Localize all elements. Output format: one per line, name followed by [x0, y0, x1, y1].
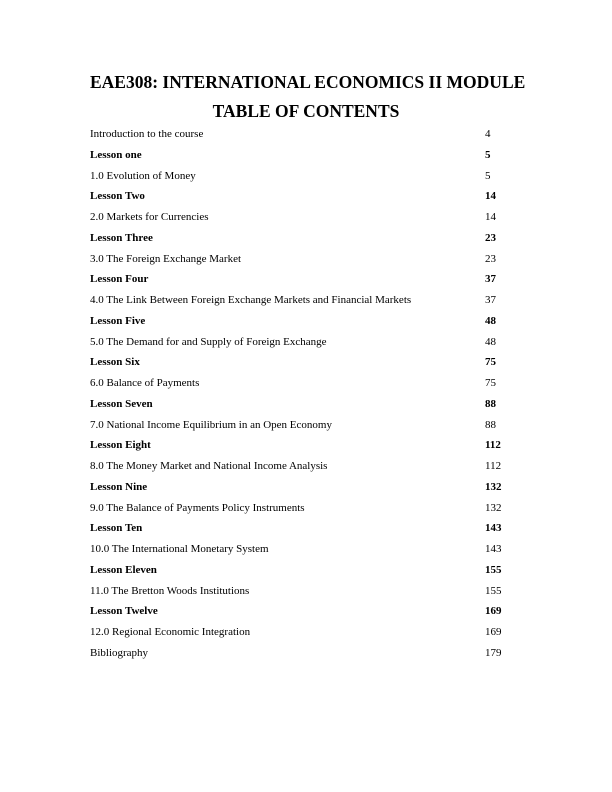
toc-entry: [90, 456, 510, 477]
toc-entry-title: 1.0 Evolution of Money: [90, 169, 196, 182]
toc-lesson-heading: [90, 394, 510, 415]
toc-page-number: 169: [485, 605, 502, 618]
toc-entry-title: Lesson one: [90, 148, 142, 161]
toc-entry-title: 5.0 The Demand for and Supply of Foreign Exchange: [90, 335, 327, 348]
toc-entry: [90, 539, 510, 560]
toc-entry: [90, 622, 510, 643]
toc-page-number: 132: [485, 501, 502, 514]
toc-entry-title: Bibliography: [90, 646, 149, 659]
toc-page-number: 48: [485, 335, 496, 348]
toc-lesson-heading: [90, 435, 510, 456]
toc-page-number: 5: [485, 169, 491, 182]
toc-page-number: 179: [485, 646, 502, 659]
toc-page-number: 75: [485, 356, 496, 369]
toc-entry: [90, 332, 510, 353]
toc-entry-title: Lesson Seven: [90, 397, 153, 410]
toc-entry-title: 8.0 The Money Market and National Income Analysis: [90, 460, 328, 472]
toc-entry: [90, 249, 510, 270]
toc-entry: [90, 581, 510, 602]
toc-entry: [90, 290, 510, 311]
toc-page-number: 37: [485, 273, 496, 286]
toc-entry: [90, 415, 510, 436]
toc-page-number: 75: [485, 377, 496, 389]
toc-lesson-heading: [90, 186, 510, 207]
toc-entry-title: Lesson Four: [90, 273, 149, 286]
toc-lesson-heading: [90, 228, 510, 249]
toc-entry-title: 7.0 National Income Equilibrium in an Open Economy: [90, 418, 332, 431]
toc-page-number: 23: [485, 252, 496, 265]
toc-page-number: 14: [485, 190, 496, 203]
toc-title: TABLE OF CONTENTS: [212, 101, 400, 121]
toc-page-number: 112: [485, 439, 501, 452]
toc-page-number: 5: [485, 148, 491, 161]
toc-entry-title: Lesson Eleven: [90, 563, 157, 576]
toc-page-number: 23: [485, 231, 496, 244]
toc-lesson-heading: [90, 601, 510, 622]
toc-page-number: 4: [485, 128, 491, 140]
toc-lesson-heading: [90, 518, 510, 539]
toc-entry-title: 9.0 The Balance of Payments Policy Instruments: [90, 501, 305, 514]
toc-page-number: 48: [485, 314, 496, 327]
toc-entry-title: 4.0 The Link Between Foreign Exchange Markets and Financial Markets: [90, 294, 412, 306]
toc-lesson-heading: [90, 560, 510, 581]
toc-page-number: 143: [485, 543, 502, 555]
toc-lesson-heading: [90, 269, 510, 290]
toc-entry: [90, 373, 510, 394]
toc-entry-title: 12.0 Regional Economic Integration: [90, 626, 251, 638]
toc-page-number: 132: [485, 480, 502, 493]
toc-page-number: 88: [485, 397, 496, 410]
toc-lesson-heading: [90, 145, 510, 166]
toc-page-number: 155: [485, 563, 502, 576]
toc-lesson-heading: [90, 477, 510, 498]
module-title: EAE308: INTERNATIONAL ECONOMICS II MODULE: [90, 72, 526, 92]
toc-entry-title: 3.0 The Foreign Exchange Market: [90, 252, 242, 265]
toc-page-number: 155: [485, 584, 502, 597]
toc-entry-title: Lesson Nine: [90, 480, 148, 493]
toc-entry: [90, 207, 510, 228]
toc-page-number: 143: [485, 522, 502, 535]
toc-page-number: 112: [485, 460, 502, 472]
toc-page-number: 88: [485, 418, 496, 431]
toc-entry-title: 2.0 Markets for Currencies: [90, 211, 209, 223]
toc-entry-title: Lesson Twelve: [90, 605, 158, 618]
toc-entry: [90, 124, 510, 145]
toc-entry-title: Lesson Five: [90, 314, 146, 327]
toc-page-number: 14: [485, 211, 496, 223]
toc-entry: [90, 643, 510, 664]
toc-lesson-heading: [90, 311, 510, 332]
toc-entry-title: 10.0 The International Monetary System: [90, 543, 269, 555]
toc-entry-title: 6.0 Balance of Payments: [90, 377, 200, 389]
toc-entry-title: Lesson Three: [90, 231, 153, 244]
toc-entry: [90, 498, 510, 519]
toc-lesson-heading: [90, 352, 510, 373]
table-of-contents: [90, 124, 510, 664]
toc-entry: [90, 166, 510, 187]
toc-entry-title: 11.0 The Bretton Woods Institutions: [90, 584, 250, 597]
toc-entry-title: Lesson Six: [90, 356, 140, 369]
toc-entry-title: Lesson Two: [90, 190, 145, 203]
toc-entry-title: Lesson Eight: [90, 439, 151, 452]
toc-page-number: 37: [485, 294, 496, 306]
toc-page-number: 169: [485, 626, 502, 638]
toc-entry-title: Introduction to the course: [90, 128, 204, 140]
toc-entry-title: Lesson Ten: [90, 522, 143, 535]
